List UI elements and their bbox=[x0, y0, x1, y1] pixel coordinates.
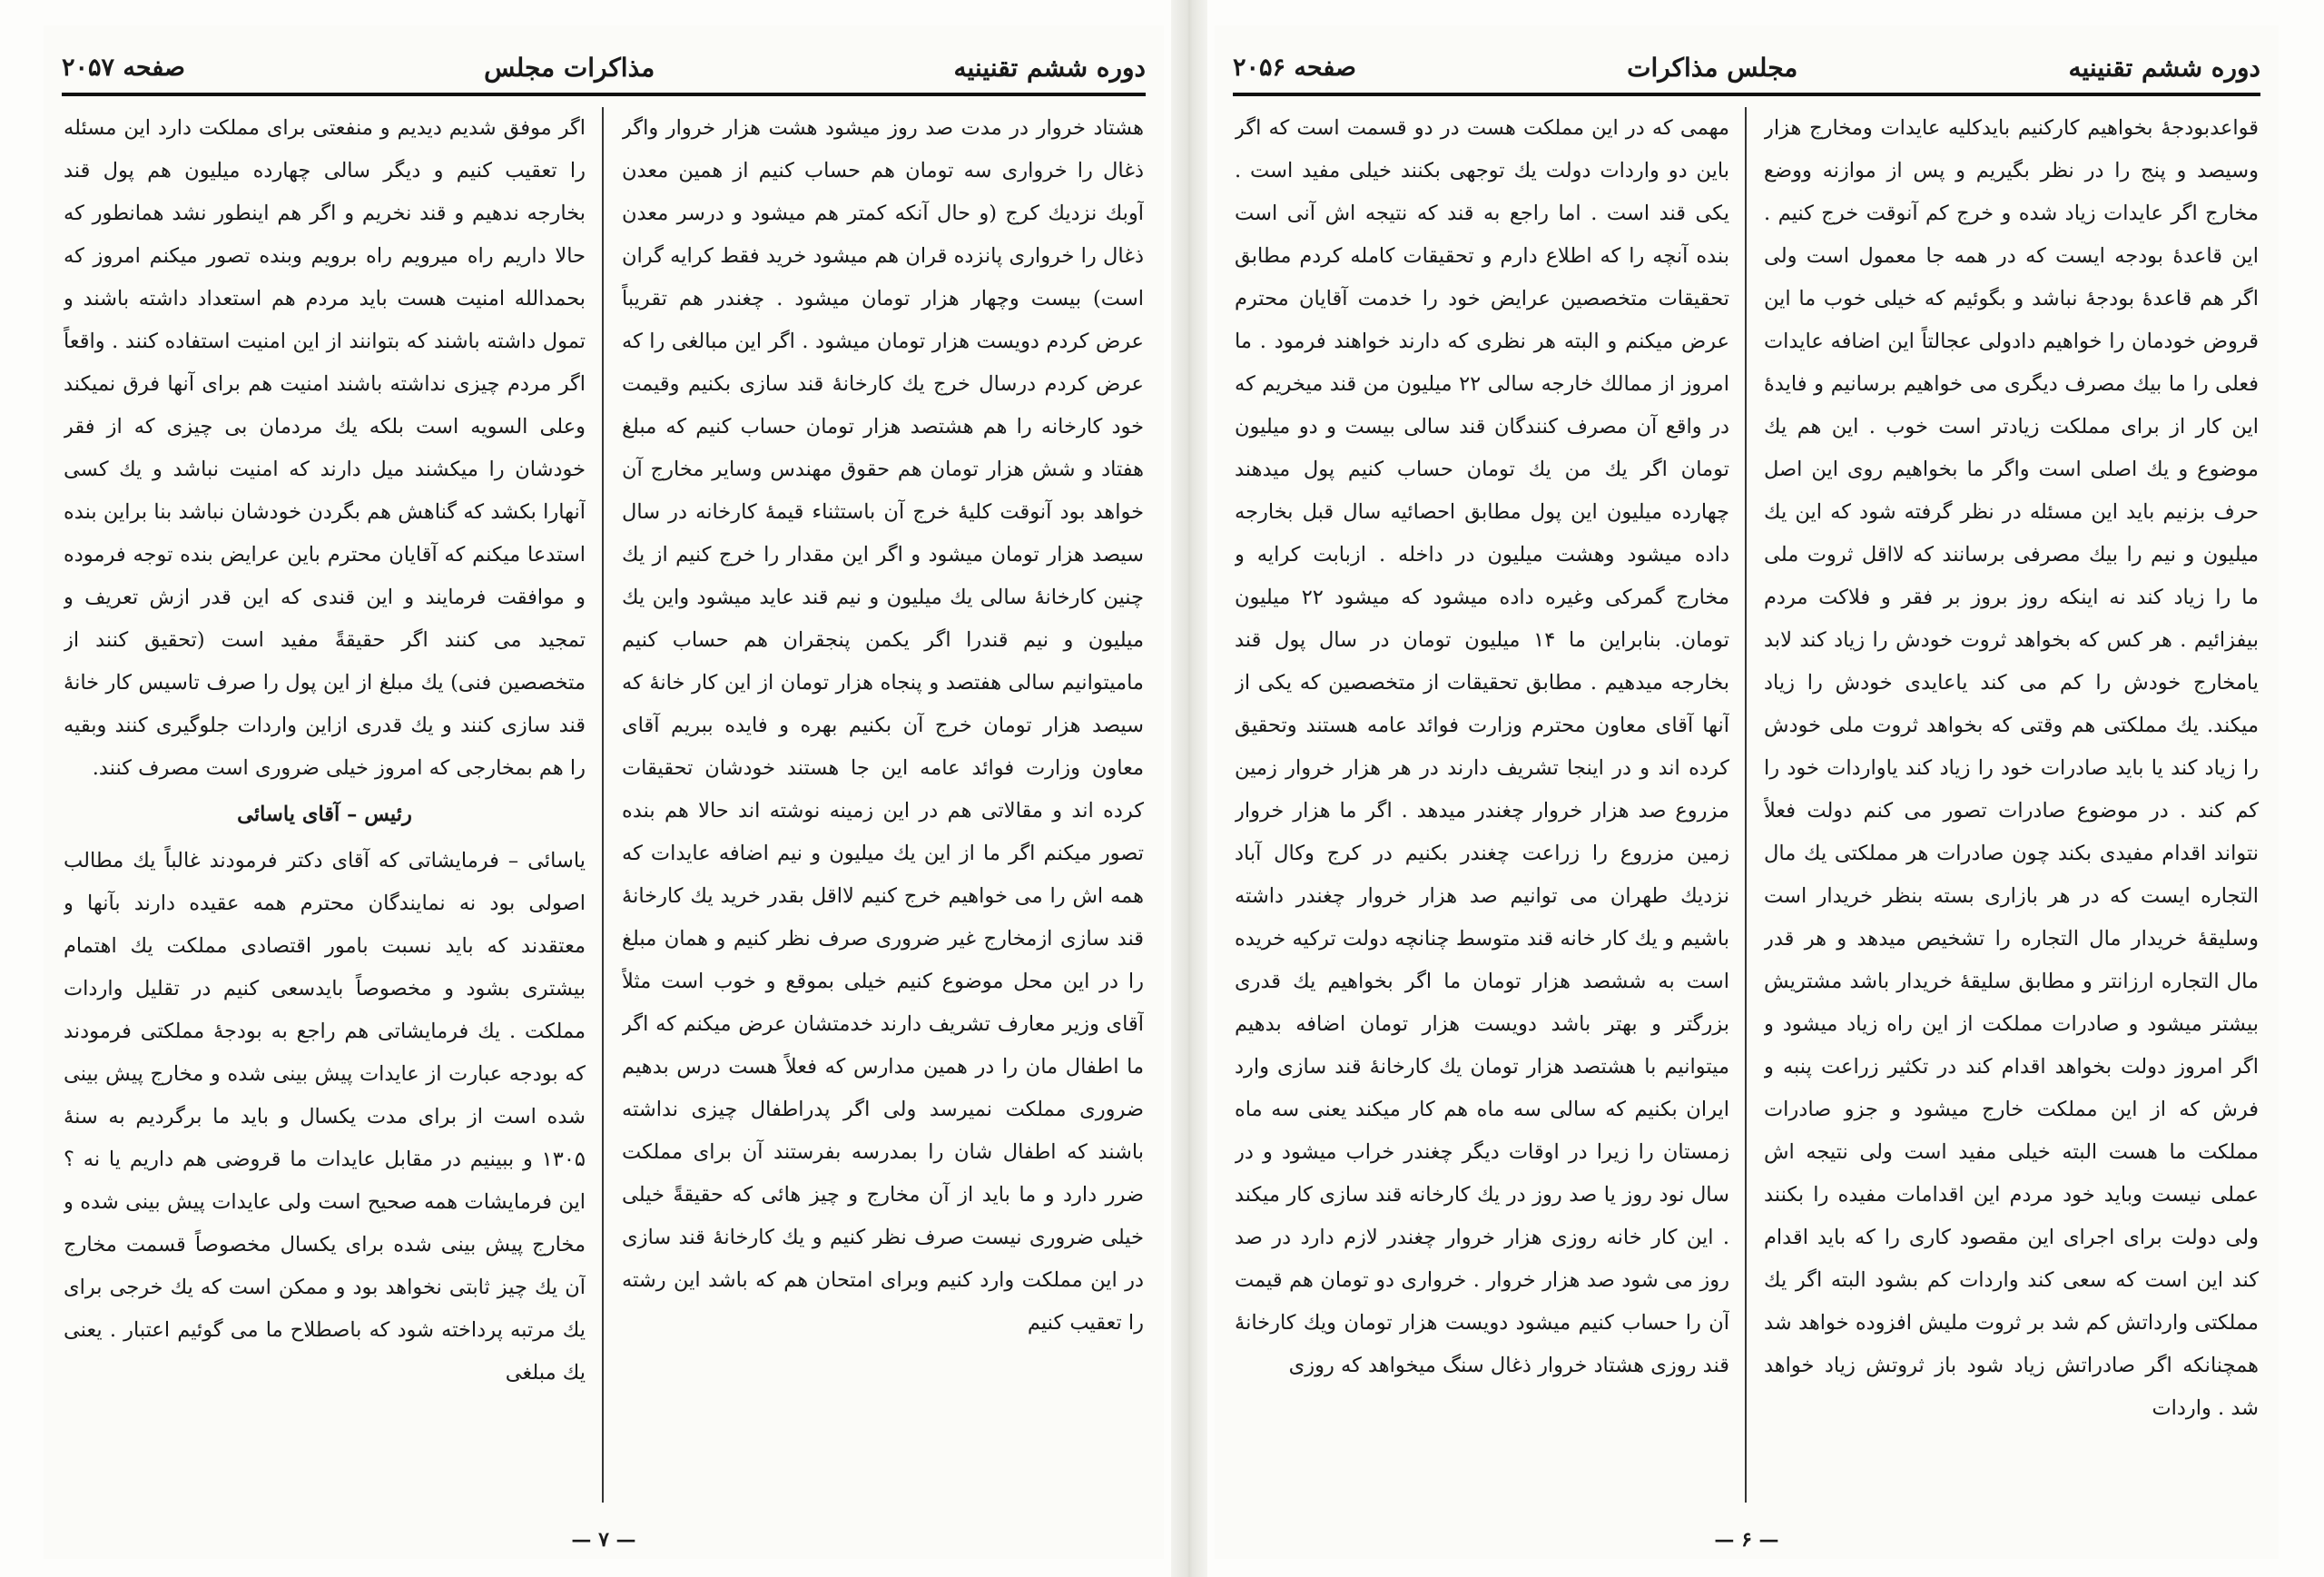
left-running-head bbox=[62, 45, 1146, 89]
right-page-left-column bbox=[1235, 107, 1729, 1508]
paragraph: اگر موفق شدیم دیدیم و منفعتی برای مملکت دارد این مسئله را تعقیب کنیم و دیگر سالی چهارده میلیون هم پول قند بخارجه ندهیم و قند نخریم و اگر هم اینطور نشد همانطور که حالا داریم راه میرویم راه برویم وبنده تصور میکنم امروز که بحمدالله امنیت هست باید مردم هم استعداد داشته باشند و تمول داشته باشند که بتوانند از این امنیت استفاده کنند . واقعاً اگر مردم چیزی نداشته باشند امنیت هم برای آنها فرق نمیکند وعلی السویه است بلکه یك مردمان بی چیزی که از فقر خودشان را میکشند میل دارند که امنیت نباشد و یك کسی آنهارا بکشد که گناهش هم بگردن خودشان نباشد بنا براین بنده استدعا میکنم که آقایان محترم باین عرایض بنده توجه فرموده و موافقت فرمایند و این قندی که این قدر ازش تعریف و تمجید می کنند اگر حقیقةً مفید است (تحقیق کنند از متخصصین فنی) یك مبلغ از این پول را صرف تاسیس کار خانهٔ قند سازی کنند و یك قدری ازاین واردات جلوگیری کنند وبقیه را هم بمخارجی که امروز خیلی ضروری است مصرف کنند. bbox=[64, 116, 586, 780]
book-gutter bbox=[1171, 0, 1207, 1577]
left-folio: — ۷ — bbox=[571, 1528, 636, 1552]
left-page-left-column bbox=[64, 107, 586, 1508]
paragraph: قواعدبودجهٔ بخواهیم کارکنیم بایدکلیه عایدات ومخارج هزار وسیصد و پنج را در نظر بگیریم و پس از موازنه ووضع مخارج اگر عایدات زیاد شده و خرج کم آنوقت خرج کنیم . این قاعدهٔ بودجه ایست که در همه جا معمول است ولی اگر هم قاعدهٔ بودجهٔ نباشد و بگوئیم که خیلی خوب ما این قروض خودمان را خواهیم دادولی عجالتاً این اضافه عایدات فعلی را ما بیك مصرف دیگری می خواهیم برسانیم و فایدهٔ این کار از برای مملکت زیادتر است خوب . این هم یك موضوع و یك اصلی است واگر ما بخواهیم روی این اصل حرف بزنیم باید این مسئله در نظر گرفته شود که این یك میلیون و نیم را بیك مصرفی برسانند که لااقل ثروت ملی ما را زیاد کند نه اینکه روز بروز بر فقر و فلاکت مردم بیفزائیم . هر کس که بخواهد ثروت خودش را زیاد کند لابد یامخارج خودش را کم می کند یاعایدی خودش را زیاد میکند. یك مملکتی هم وقتی که بخواهد ثروت ملی خودش را زیاد کند یا باید صادرات خود را زیاد کند یاواردات خود را کم کند . در موضوع صادرات تصور می کنم دولت فعلاً نتواند اقدام مفیدی بکند چون صادرات هر مملکتی یك مال التجاره ایست که در هر بازاری بسته بنظر خریدار است وسلیقهٔ خریدار مال التجاره را تشخیص میدهد و هر قدر مال التجاره ارزانتر و مطابق سلیقهٔ خریدار باشد مشتریش بیشتر میشود و صادرات مملکت از این راه زیاد میشود و اگر امروز دولت بخواهد اقدام کند در تکثیر زراعت پنبه و فرش که از این مملکت خارج میشود و جزو صادرات مملکت ما هست البته خیلی مفید است ولی نتیجه اش عملی نیست وباید خود مردم این اقدامات مفیده را بکنند ولی دولت برای اجرای این مقصود کاری را که باید اقدام کند این است که سعی کند واردات کم بشود البته اگر یك مملکتی وارداتش کم شد بر ثروت ملیش افزوده خواهد شد همچنانکه اگر صادراتش زیاد شود باز ثروتش زیاد خواهد شد . واردات bbox=[1764, 116, 2259, 1420]
left-header-rule bbox=[62, 93, 1146, 96]
paragraph: هشتاد خروار در مدت صد روز میشود هشت هزار خروار واگر ذغال را خرواری سه تومان هم حساب کنیم از همین معدن آوبك نزدیك کرج (و حال آنکه کمتر هم میشود و درسر معدن ذغال را خرواری پانزده قران هم میشود خرید فقط کرایه گران است) بیست وچهار هزار تومان میشود . چغندر هم تقریباً عرض کردم دویست هزار تومان میشود . اگر این مبالغی را که عرض کردم درسال خرج یك کارخانهٔ قند سازی بکنیم وقیمت خود کارخانه را هم هشتصد هزار تومان حساب کنیم که مبلغ هفتاد و شش هزار تومان هم حقوق مهندس وسایر مخارج آن خواهد بود آنوقت کلیهٔ خرج آن باستثناء قیمهٔ کارخانه در سال سیصد هزار تومان میشود و اگر این مقدار را خرج کنیم از یك چنین کارخانهٔ سالی یك میلیون و نیم قند عاید میشود واین یك میلیون و نیم قندرا اگر یکمن پنجقران هم حساب کنیم مامیتوانیم سالی هفتصد و پنجاه هزار تومان از این کار خانهٔ که سیصد هزار تومان خرج آن بکنیم بهره و فایده ببریم آقای معاون وزارت فوائد عامه این جا هستند خودشان تحقیقات کرده اند و مقالاتی هم در این زمینه نوشته اند حالا هم بنده تصور میکنم اگر ما از این یك میلیون و نیم اضافه عایدات که همه اش را می خواهیم خرج کنیم لااقل بقدر خرید یك کارخانهٔ قند سازی ازمخارج غیر ضروری صرف نظر کنیم و همان مبلغ را در این محل موضوع کنیم خیلی بموقع و خوب است مثلاً آقای وزیر معارف تشریف دارند خدمتشان عرض میکنم که اگر ما اطفال مان را در همین مدارس که فعلاً هست درس بدهیم ضروری مملکت نمیرسد ولی اگر پدراطفال چیزی نداشته باشند که اطفال شان را بمدرسه بفرستند آن برای مملکت ضرر دارد و ما باید از آن مخارج و چیز هائی که حقیقةً خیلی خیلی ضروری نیست صرف نظر کنیم و یك کارخانهٔ قند سازی در این مملکت وارد کنیم وبرای امتحان هم که باشد این رشته را تعقیب کنیم bbox=[622, 116, 1144, 1335]
left-column-divider bbox=[602, 107, 604, 1503]
left-page bbox=[44, 25, 1164, 1559]
paragraph: مهمی که در این مملکت هست در دو قسمت است که اگر باین دو واردات دولت یك توجهی بکنند خیلی مفید است . یکی قند است . اما راجع به قند که نتیجه اش آنی است بنده آنچه را که اطلاع دارم و تحقیقات کامله کردم مطابق تحقیقات متخصصین عرایض خود را خدمت آقایان محترم عرض میکنم و البته هر نظری که دارند خواهند فرمود . ما امروز از ممالك خارجه سالی ۲۲ میلیون من قند میخریم که در واقع آن مصرف کنندگان قند سالی بیست و دو میلیون تومان اگر یك من یك تومان حساب کنیم پول میدهند چهارده میلیون این پول مطابق احصائیه سال قبل بخارجه داده میشود وهشت میلیون در داخله . ازبابت کرایه و مخارج گمرکی وغیره داده میشود که میشود ۲۲ میلیون تومان. بنابراین ما ۱۴ میلیون تومان در سال پول قند بخارجه میدهیم . مطابق تحقیقات از متخصصین که یکی از آنها آقای معاون محترم وزارت فوائد عامه هستند وتحقیق کرده اند و در اینجا تشریف دارند در هر هزار خروار زمین مزروع صد هزار خروار چغندر میدهد . اگر ما هزار خروار زمین مزروع را زراعت چغندر بکنیم در کرج وکال آباد نزدیك طهران می توانیم صد هزار خروار چغندر داشته باشیم و یك کار خانه قند متوسط چنانچه دولت ترکیه خریده است به ششصد هزار تومان ما اگر بخواهیم یك قدری بزرگتر و بهتر باشد دویست هزار تومان اضافه بدهیم میتوانیم با هشتصد هزار تومان یك کارخانهٔ قند سازی وارد ایران بکنیم که سالی سه ماه هم کار میکند یعنی سه ماه زمستان را زیرا در اوقات دیگر چغندر خراب میشود و در سال نود روز یا صد روز در یك کارخانه قند سازی کار میکند . این کار خانه روزی هزار خروار چغندر لازم دارد در صد روز می شود صد هزار خروار . خرواری دو تومان هم قیمت آن را حساب کنیم میشود دویست هزار تومان ویك کارخانهٔ قند روزی هشتاد خروار ذغال سنگ میخواهد که روزی bbox=[1235, 116, 1729, 1377]
right-session-label: دوره ششم تقنینیه bbox=[2068, 52, 2260, 83]
left-page-right-column bbox=[622, 107, 1144, 1508]
right-page bbox=[1215, 25, 2279, 1559]
left-session-label: دوره ششم تقنینیه bbox=[953, 52, 1146, 83]
speaker-heading: رئیس – آقای یاسائی bbox=[237, 803, 412, 826]
right-page-number: صفحه ۲۰۵۶ bbox=[1233, 53, 1356, 82]
right-folio: — ۶ — bbox=[1714, 1528, 1779, 1552]
right-column-divider bbox=[1745, 107, 1747, 1503]
right-page-right-column bbox=[1764, 107, 2259, 1508]
left-page-number: صفحه ۲۰۵۷ bbox=[62, 53, 185, 82]
right-header-rule bbox=[1233, 93, 2260, 96]
left-journal-title: مذاکرات مجلس bbox=[484, 52, 655, 83]
right-journal-title: مجلس مذاکرات bbox=[1627, 52, 1798, 83]
paragraph: یاسائی – فرمایشاتی که آقای دکتر فرمودند غالباً یك مطالب اصولی بود نه نمایندگان محترم همه عقیده دارند بآنها و معتقدند که باید نسبت بامور اقتصادی مملکت یك اهتمام بیشتری بشود و مخصوصاً بایدسعی کنیم در تقلیل واردات مملکت . یك فرمایشاتی هم راجع به بودجهٔ مملکتی فرمودند که بودجه عبارت از عایدات پیش بینی شده و مخارج پیش بینی شده است از برای مدت یکسال و باید ما برگردیم به سنهٔ ۱۳۰۵ و ببینیم در مقابل عایدات ما قروضی هم داریم یا نه ؟ این فرمایشات همه صحیح است ولی عایدات پیش بینی شده و مخارج پیش بینی شده برای یکسال مخصوصاً قسمت مخارج آن یك چیز ثابتی نخواهد بود و ممکن است که یك خرجی برای یك مرتبه پرداخته شود که باصطلاح ما می گوئیم اعتبار . یعنی یك مبلغی bbox=[64, 849, 586, 1385]
right-running-head bbox=[1233, 45, 2260, 89]
